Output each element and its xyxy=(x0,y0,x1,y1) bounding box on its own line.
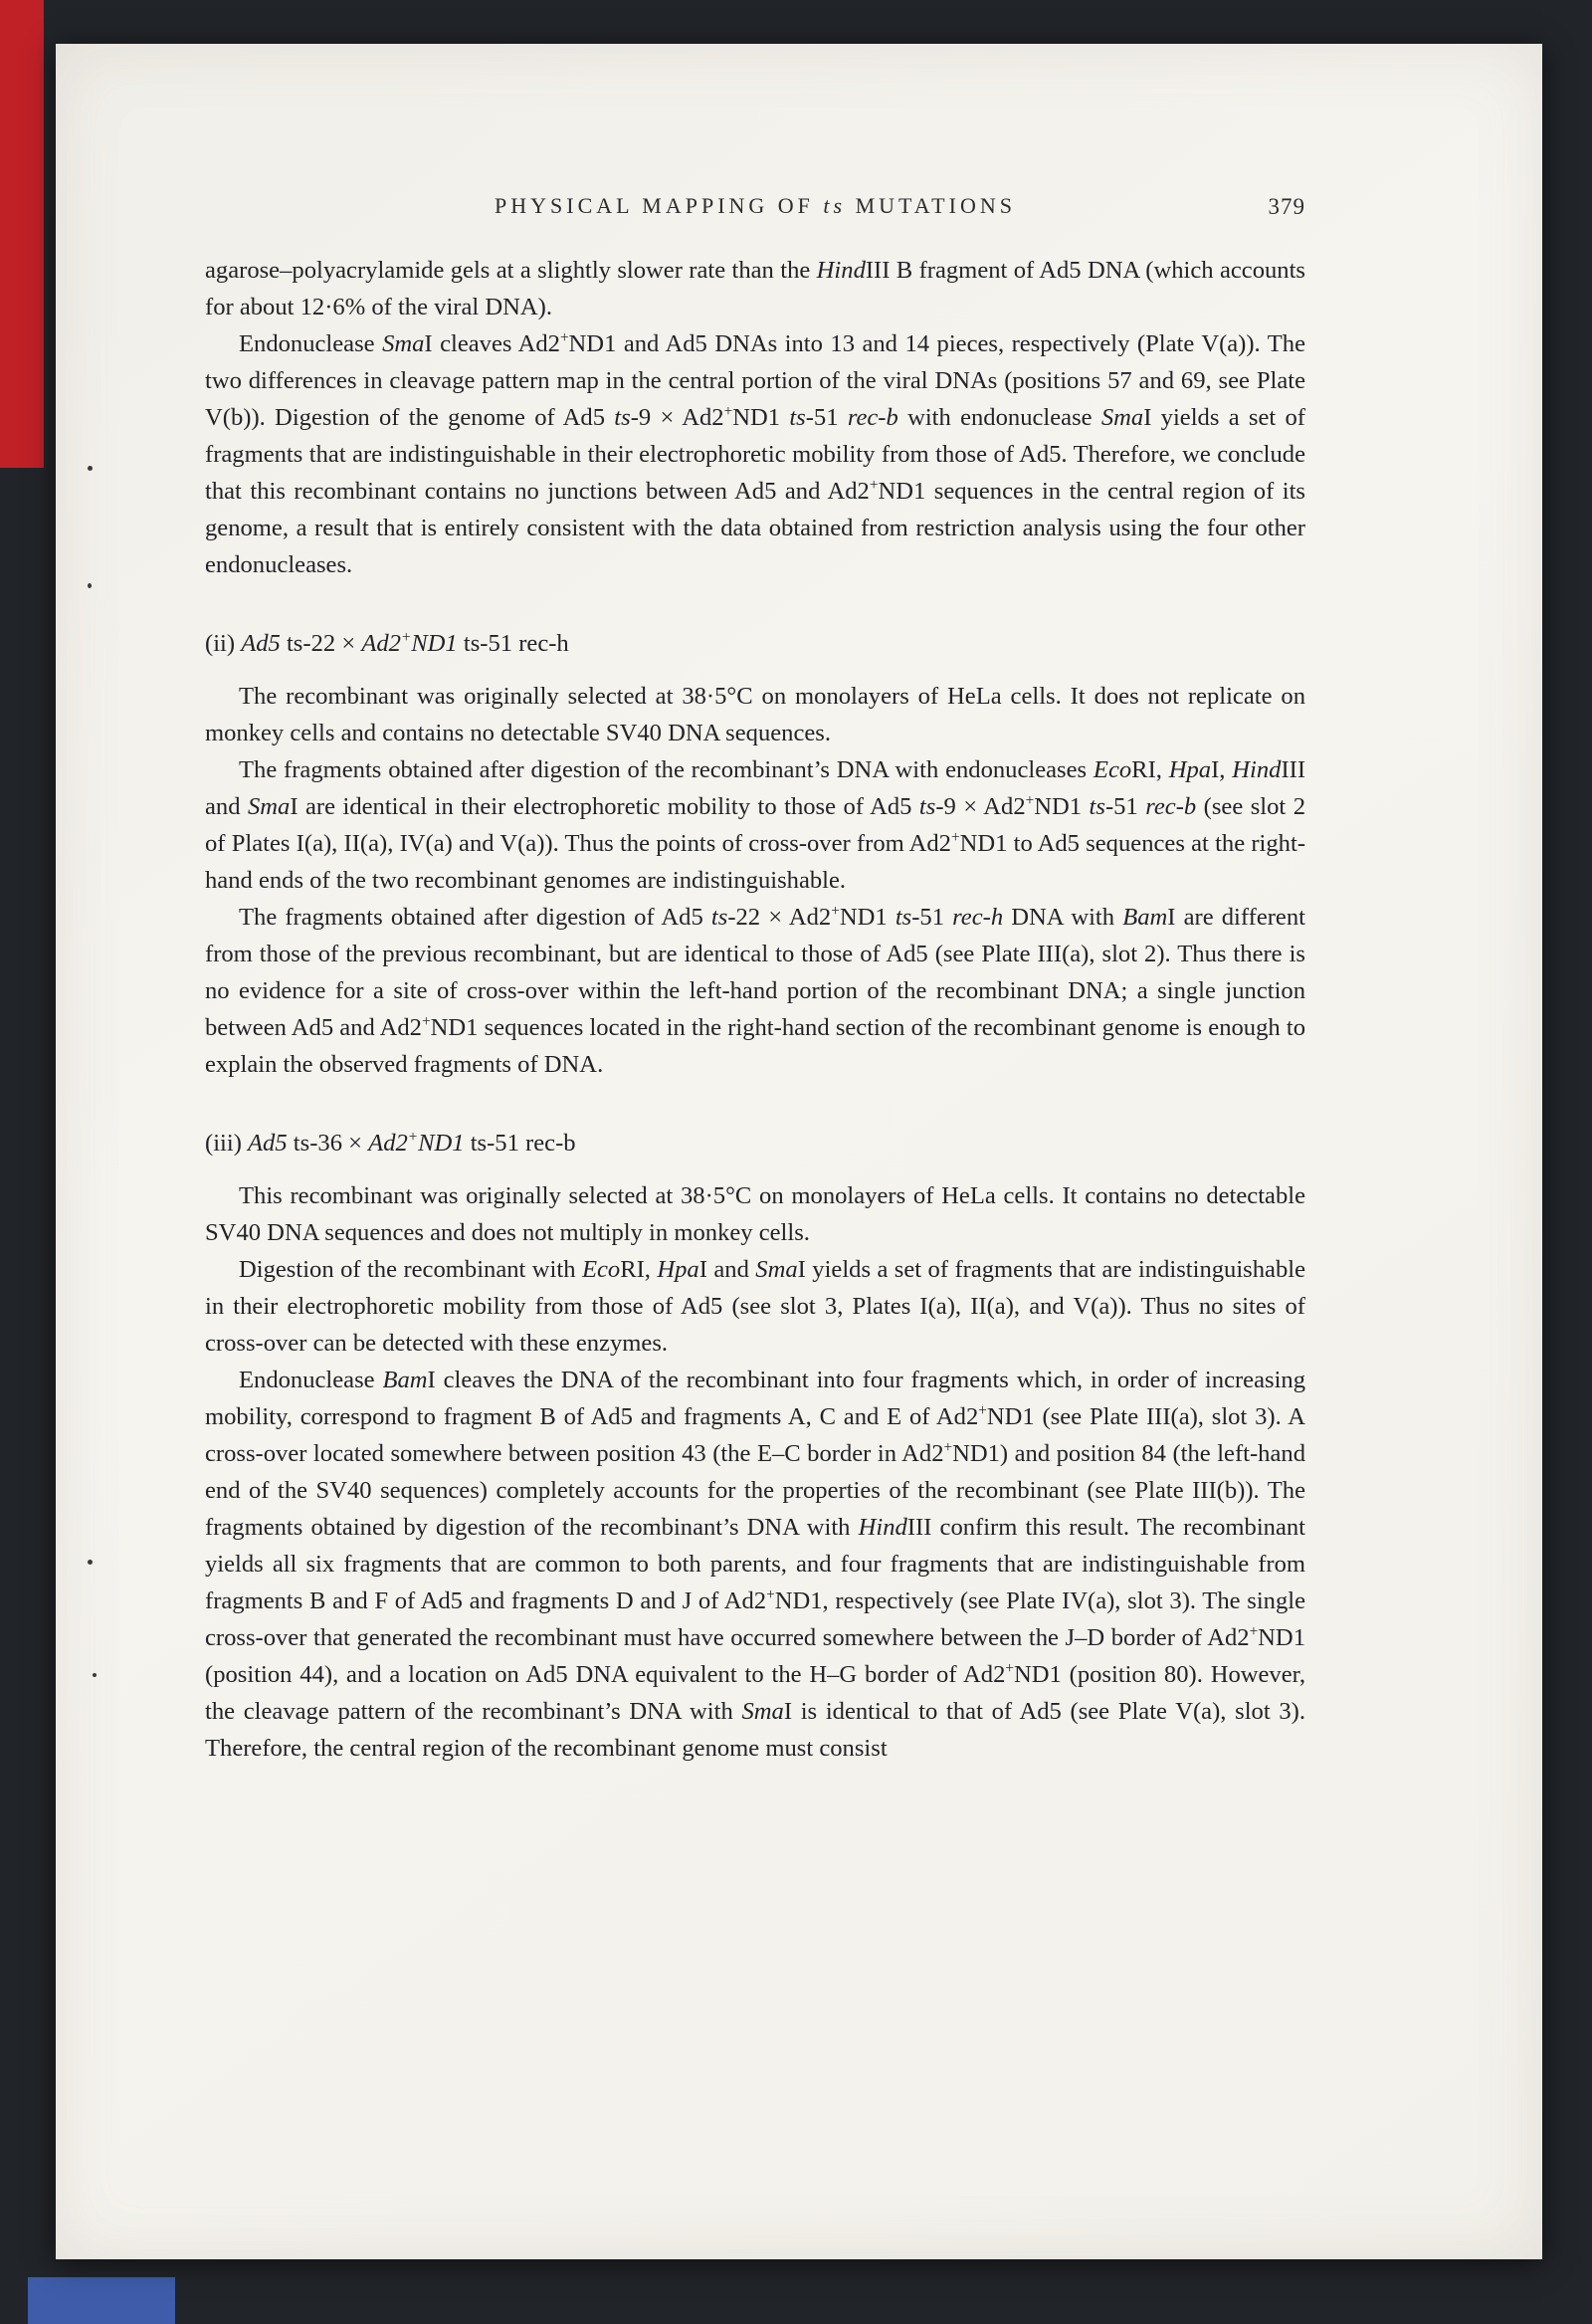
body-paragraph: The recombinant was originally selected at 38·5°C on monolayers of HeLa cells. It does not replicate on monkey cells and contains no detectable SV40 DNA sequences. xyxy=(205,683,1305,746)
body-paragraph: Endonuclease SmaI cleaves Ad2+ND1 and Ad5 DNAs into 13 and 14 pieces, respectively (Plate V(a)). The two differences in cleavage pattern map in the central portion of the viral DNAs (positions 57 and 69, see Plate V(b)). Digestion of the genome of Ad5 ts-9 × Ad2+ND1 ts-51 rec-b with endonuclease SmaI yields a set of fragments that are indistinguishable in their electrophoretic mobility from those of Ad5. Therefore, we conclude that this recombinant contains no junctions between Ad5 and Ad2+ND1 sequences in the central region of its genome, a result that is entirely consistent with the data obtained from restriction analysis using the four other endonucleases. xyxy=(205,328,1305,578)
page-content xyxy=(205,193,1305,1767)
journal-page xyxy=(56,44,1542,2259)
running-title: PHYSICAL MAPPING OF ts MUTATIONS xyxy=(495,193,1016,218)
body-paragraph: Endonuclease BamI cleaves the DNA of the recombinant into four fragments which, in order of increasing mobility, correspond to fragment B of Ad5 and fragments A, C and E of Ad2+ND1 (see Plate III(a), slot 3). A cross-over located somewhere between position 43 (the E–C border in Ad2+ND1) and position 84 (the left-hand end of the SV40 sequences) completely accounts for the properties of the recombinant (see Plate III(b)). The fragments obtained by digestion of the recombinant’s DNA with HindIII confirm this result. The recombinant yields all six fragments that are common to both parents, and four fragments that are indistinguishable from fragments B and F of Ad5 and fragments D and J of Ad2+ND1, respectively (see Plate IV(a), slot 3). The single cross-over that generated the recombinant must have occurred somewhere between the J–D border of Ad2+ND1 (position 44), and a location on Ad5 DNA equivalent to the H–G border of Ad2+ND1 (position 80). However, the cleavage pattern of the recombinant’s DNA with SmaI is identical to that of Ad5 (see Plate V(a), slot 3). Therefore, the central region of the recombinant genome must consist xyxy=(205,1367,1306,1762)
body-paragraph: Digestion of the recombinant with EcoRI, HpaI and SmaI yields a set of fragments that are indistinguishable in their electrophoretic mobility from those of Ad5 (see slot 3, Plates I(a), II(a), and V(a)). Thus no sites of cross-over can be detected with these enzymes. xyxy=(205,1256,1306,1357)
scan-artifact-red-strip xyxy=(0,0,44,468)
scan-speck xyxy=(88,1560,93,1565)
page-body xyxy=(205,252,1305,1767)
body-paragraph: The fragments obtained after digestion of the recombinant’s DNA with endonucleases EcoRI, HpaI, HindIII and SmaI are identical in their electrophoretic mobility to those of Ad5 ts-9 × Ad2+ND1 ts-51 rec-b (see slot 2 of Plates I(a), II(a), IV(a) and V(a)). Thus the points of cross-over from Ad2+ND1 to Ad5 sequences at the right-hand ends of the two recombinant genomes are indistinguishable. xyxy=(205,756,1306,894)
section-heading: (iii) Ad5 ts-36 × Ad2+ND1 ts-51 rec-b xyxy=(205,1128,576,1157)
page-number: 379 xyxy=(1268,194,1305,219)
scan-speck xyxy=(88,583,92,588)
scan-artifact-blue-strip xyxy=(28,2277,175,2324)
body-paragraph: agarose–polyacrylamide gels at a slightly slower rate than the HindIII B fragment of Ad5 DNA (which accounts for about 12·6% of the viral DNA). xyxy=(205,257,1305,320)
body-paragraph: The fragments obtained after digestion of Ad5 ts-22 × Ad2+ND1 ts-51 rec-h DNA with BamI are different from those of the previous recombinant, but are identical to those of Ad5 (see Plate III(a), slot 2). Thus there is no evidence for a site of cross-over within the left-hand portion of the recombinant DNA; a single junction between Ad5 and Ad2+ND1 sequences located in the right-hand section of the recombinant genome is enough to explain the observed fragments of DNA. xyxy=(205,902,1305,1078)
scan-speck xyxy=(93,1673,97,1677)
body-paragraph: This recombinant was originally selected at 38·5°C on monolayers of HeLa cells. It contains no detectable SV40 DNA sequences and does not multiply in monkey cells. xyxy=(205,1182,1305,1246)
scan-speck xyxy=(88,466,93,471)
section-heading: (ii) Ad5 ts-22 × Ad2+ND1 ts-51 rec-h xyxy=(205,628,569,657)
running-head xyxy=(205,193,1305,227)
